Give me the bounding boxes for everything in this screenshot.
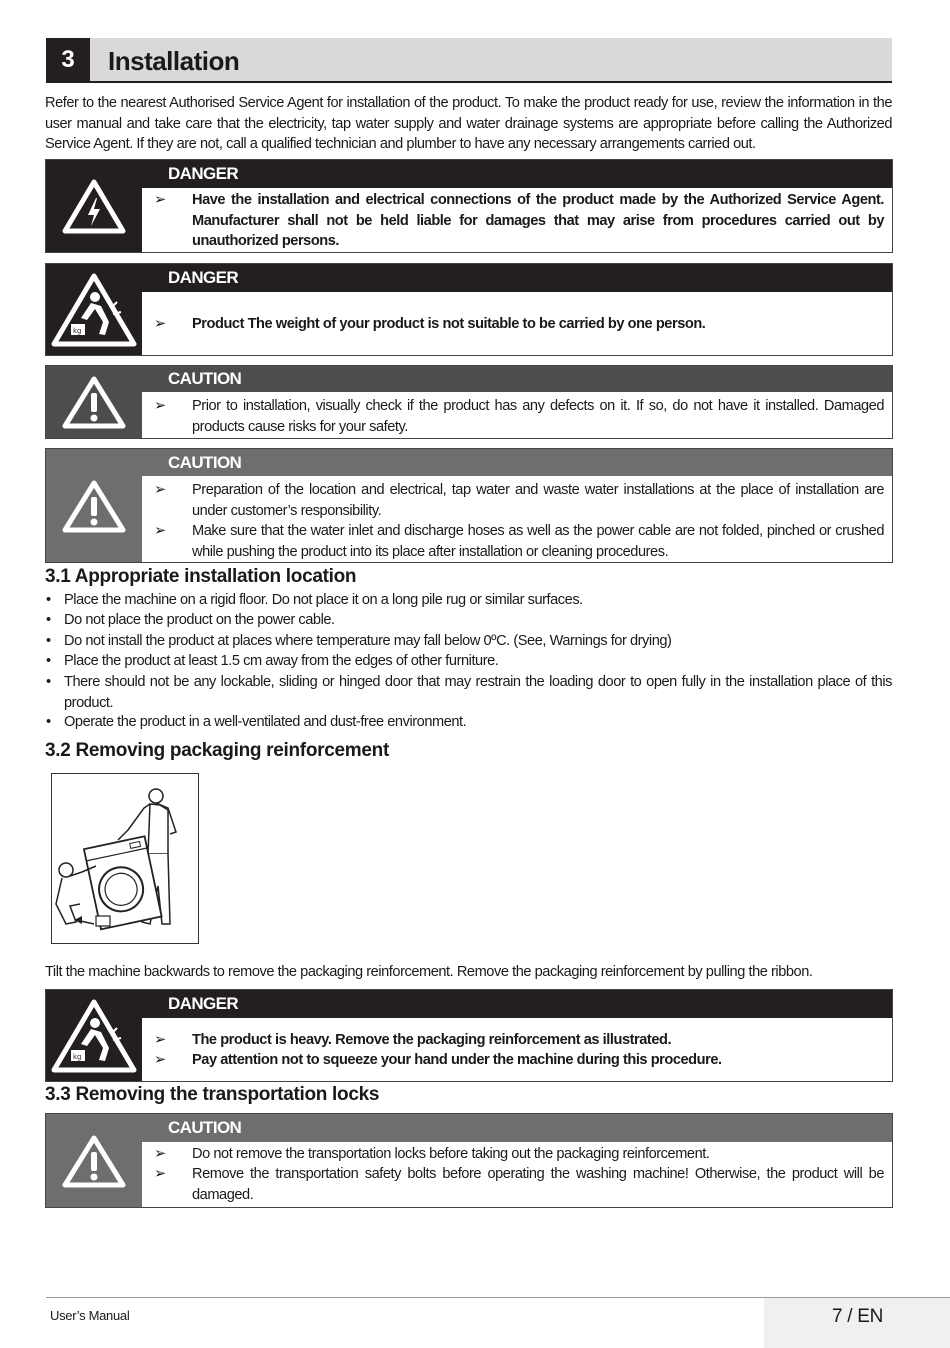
bullet-icon: •	[46, 633, 51, 649]
list-item: • Do not install the product at places where temperature may fall below 0ºC. (See, Warnings for drying)	[46, 631, 892, 652]
bullet-icon: •	[46, 714, 51, 730]
arrow-bullet-icon: ➢	[154, 316, 166, 332]
bullet-icon: •	[46, 612, 51, 628]
section-heading-3-1: 3.1 Appropriate installation location	[45, 566, 357, 587]
box-body	[142, 292, 892, 355]
box-item: ➢ Prior to installation, visually check if the product has any defects on it. If so, do not have it installed. Damaged products cause risks for your safety.	[154, 398, 884, 435]
electric-hazard-icon	[46, 160, 142, 252]
arrow-bullet-icon: ➢	[154, 1052, 166, 1068]
list-item: • Place the machine on a rigid floor. Do not place it on a long pile rug or similar surfaces.	[46, 590, 892, 611]
box-body	[142, 1142, 892, 1207]
list-item: • Do not place the product on the power cable.	[46, 610, 892, 631]
arrow-bullet-icon: ➢	[154, 1146, 166, 1162]
section-heading-3-2: 3.2 Removing packaging reinforcement	[45, 740, 389, 761]
intro-paragraph: Refer to the nearest Authorised Service Agent for installation of the product. To make the product ready for use, review the information in the user manual and take care that the electricity, tap water supply and water drainage systems are appropriate before calling the Authorized Service Agent. If they are not, call a qualified technician and plumber to have any necessary arrangements carried out.	[45, 95, 892, 152]
bullet-icon: •	[46, 592, 51, 608]
exclamation-warning-icon	[46, 449, 142, 562]
danger-box-electrical	[45, 159, 893, 253]
caution-box-transport-locks	[45, 1113, 893, 1208]
box-item: ➢ Remove the transportation safety bolts before operating the washing machine! Otherwise, the product will be damaged.	[154, 1166, 884, 1203]
arrow-bullet-icon: ➢	[154, 192, 166, 208]
box-heading: CAUTION	[142, 366, 892, 392]
caution-box-inspection	[45, 365, 893, 439]
box-body	[142, 476, 892, 562]
box-item: ➢ Product The weight of your product is not suitable to be carried by one person.	[154, 314, 884, 335]
box-heading: CAUTION	[142, 1114, 892, 1142]
svg-text:kg: kg	[73, 1052, 82, 1061]
arrow-bullet-icon: ➢	[154, 1166, 166, 1182]
chapter-title: Installation	[108, 46, 240, 76]
svg-text:kg: kg	[73, 326, 82, 335]
heavy-lift-icon	[46, 990, 142, 1081]
packaging-removal-illustration	[51, 773, 199, 944]
box-item: ➢ Do not remove the transportation locks before taking out the packaging reinforcement.	[154, 1144, 884, 1165]
list-item: • Place the product at least 1.5 cm away from the edges of other furniture.	[46, 651, 892, 672]
danger-box-heavy-product	[45, 989, 893, 1082]
arrow-bullet-icon: ➢	[154, 523, 166, 539]
box-body	[142, 1018, 892, 1081]
arrow-bullet-icon: ➢	[154, 482, 166, 498]
danger-box-weight	[45, 263, 893, 356]
box-item: ➢ The product is heavy. Remove the packaging reinforcement as illustrated.	[154, 1030, 884, 1051]
arrow-bullet-icon: ➢	[154, 1032, 166, 1048]
box-body	[142, 392, 892, 438]
box-body	[142, 188, 892, 252]
section-heading-3-3: 3.3 Removing the transportation locks	[45, 1084, 380, 1105]
arrow-bullet-icon: ➢	[154, 398, 166, 414]
heavy-lift-icon	[46, 264, 142, 355]
caution-box-preparation	[45, 448, 893, 563]
box-heading: DANGER	[142, 264, 892, 292]
box-item: ➢ Preparation of the location and electrical, tap water and waste water installations at the place of installation are under customer’s responsibility.	[154, 482, 884, 519]
box-item: ➢ Pay attention not to squeeze your hand under the machine during this procedure.	[154, 1050, 884, 1071]
box-heading: DANGER	[142, 160, 892, 188]
box-item: ➢ Have the installation and electrical connections of the product made by the Authorized Service Agent. Manufacturer shall not be held liable for damages that may arise from procedures carried out by unauthorized persons.	[154, 192, 884, 249]
bullet-icon: •	[46, 653, 51, 669]
exclamation-warning-icon	[46, 1114, 142, 1207]
page-number: 7 / EN	[832, 1306, 883, 1327]
exclamation-warning-icon	[46, 366, 142, 438]
box-heading: CAUTION	[142, 449, 892, 476]
box-heading: DANGER	[142, 990, 892, 1018]
footer-manual-label: User’s Manual	[50, 1308, 130, 1323]
bullet-icon: •	[46, 674, 51, 690]
list-item: • Operate the product in a well-ventilated and dust-free environment.	[46, 712, 892, 733]
box-item: ➢ Make sure that the water inlet and discharge hoses as well as the power cable are not folded, pinched or crushed while pushing the product into its place after installation or cleaning procedures.	[154, 523, 884, 560]
figure-caption: Tilt the machine backwards to remove the packaging reinforcement. Remove the packaging reinforcement by pulling the ribbon.	[45, 964, 813, 980]
list-item: • There should not be any lockable, sliding or hinged door that may restrain the loading door to open fully in the installation place of this product.	[46, 674, 892, 711]
chapter-number: 3	[46, 38, 90, 82]
header-rule	[46, 81, 892, 83]
